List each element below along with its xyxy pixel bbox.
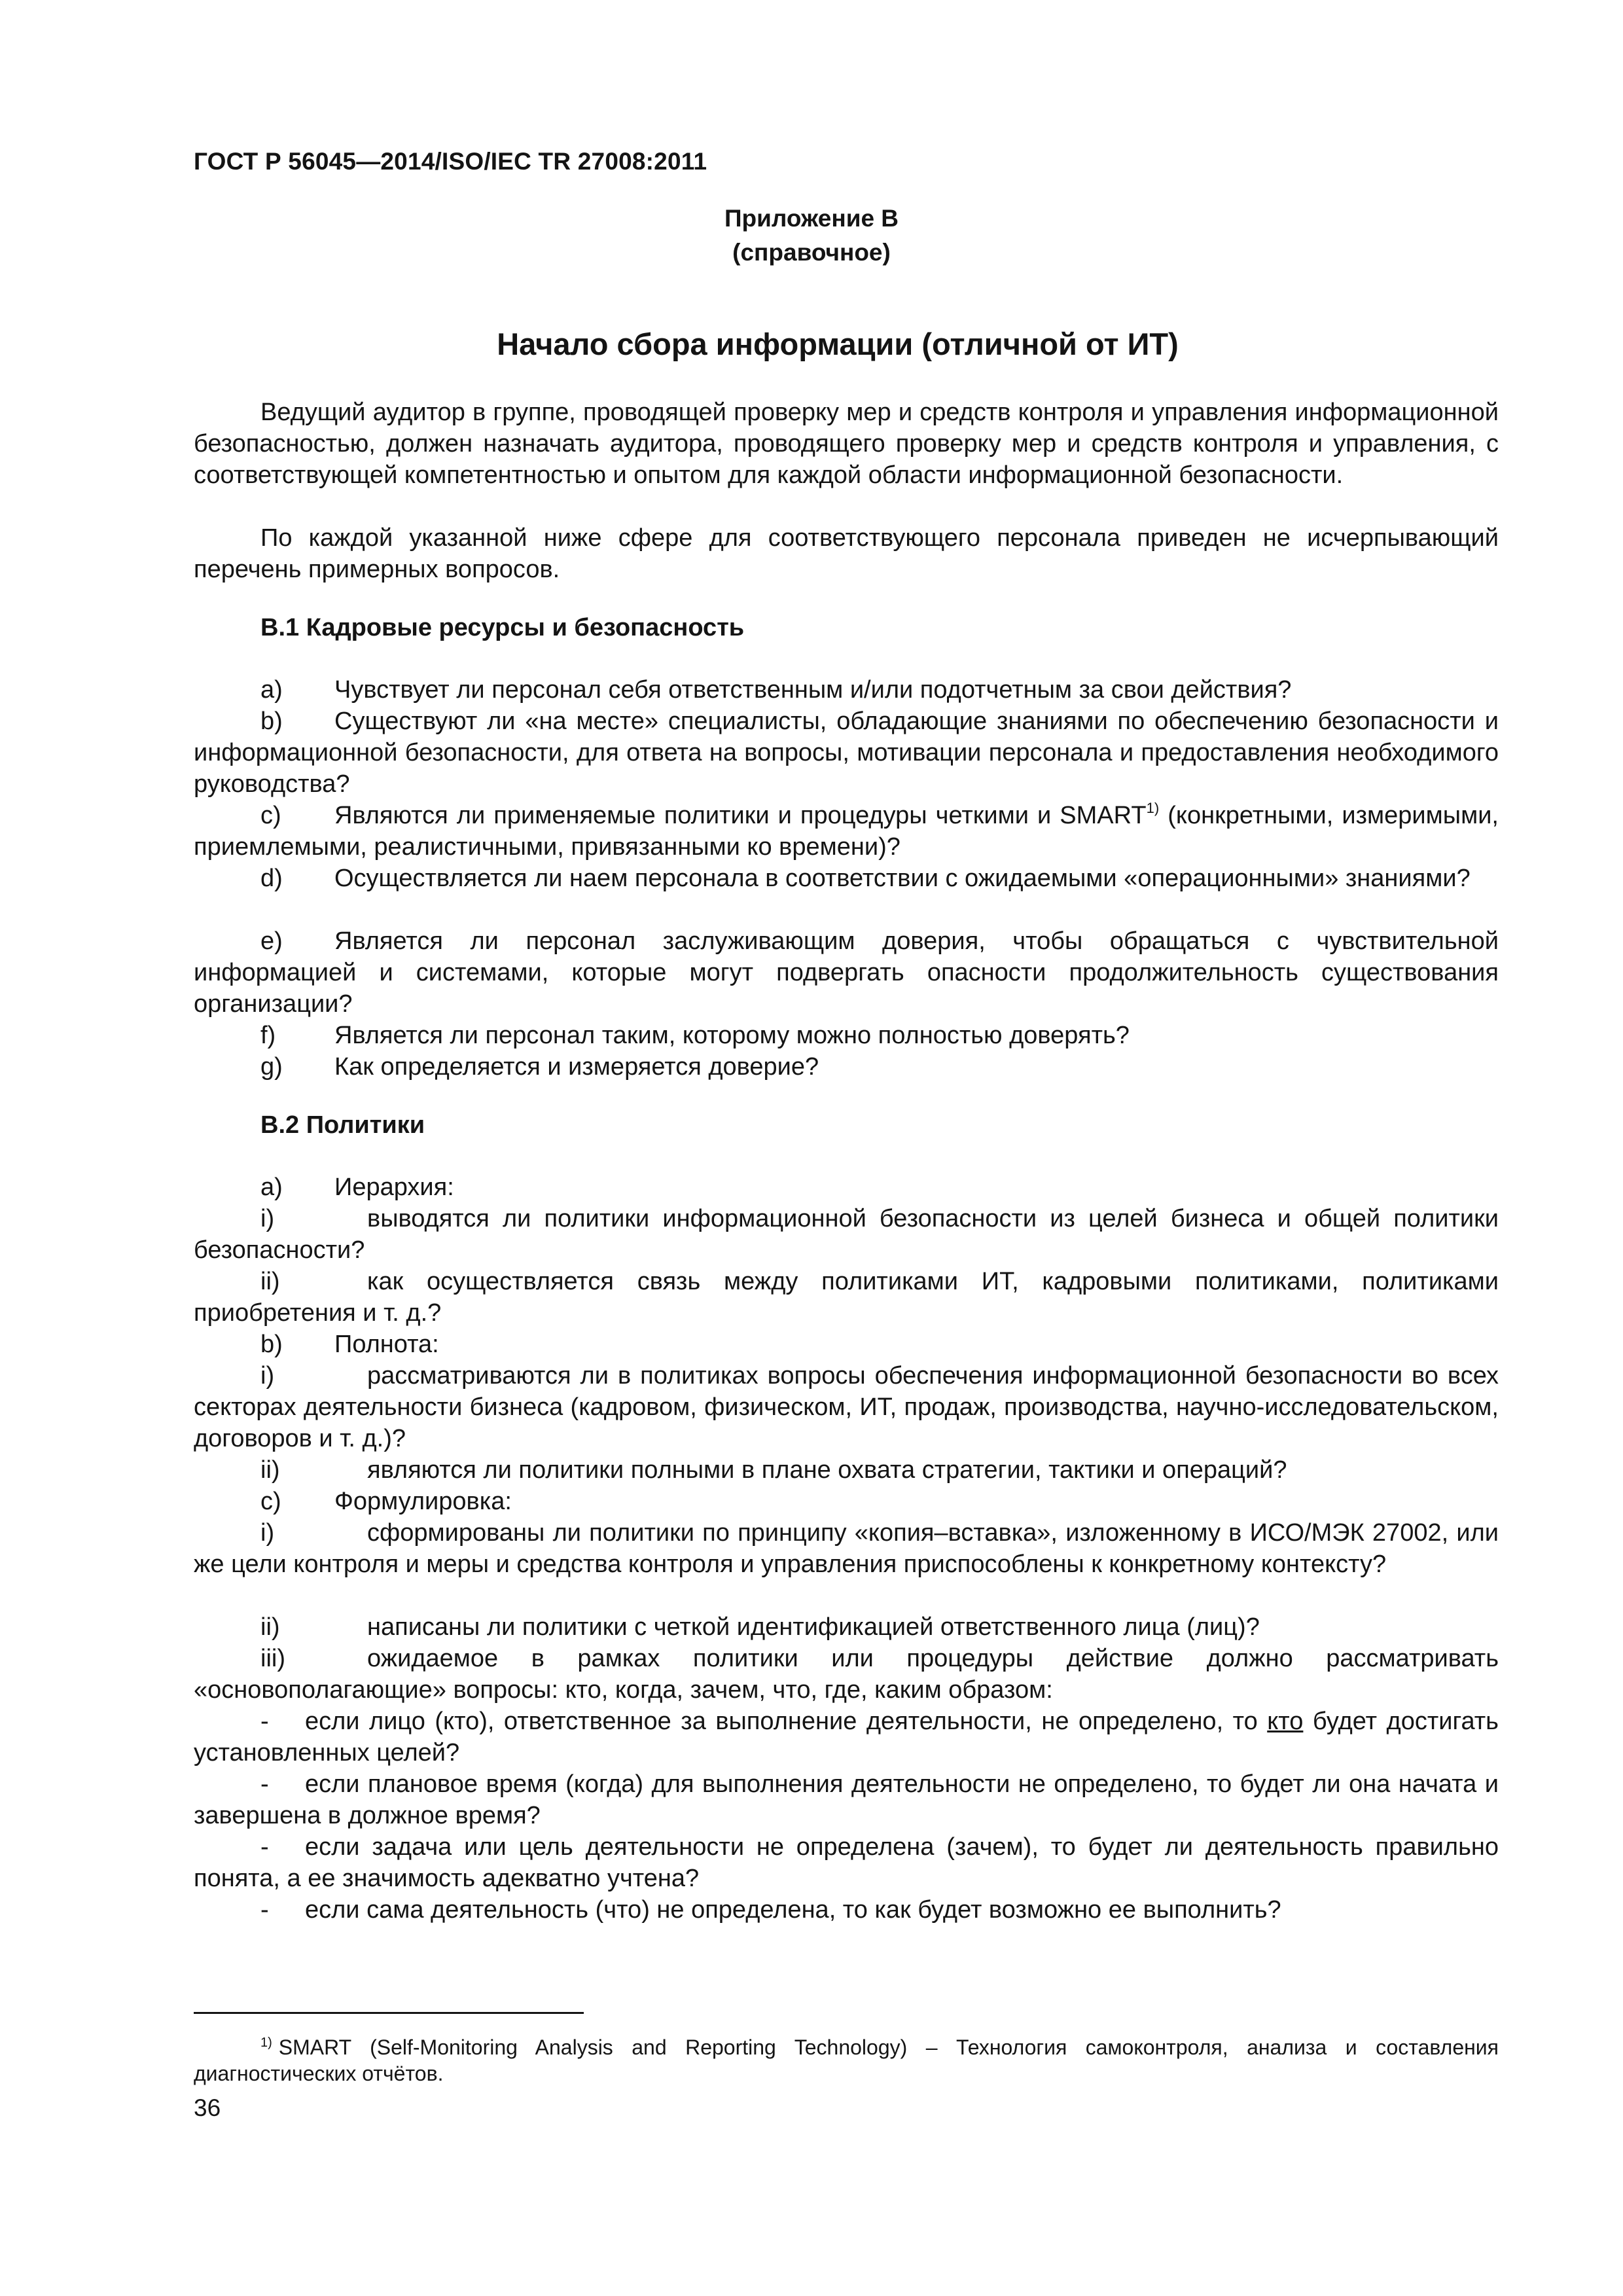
item-text: Осуществляется ли наем персонала в соответствии с ожидаемыми «операционными» знаниями?: [334, 865, 1471, 892]
item-text: рассматриваются ли в политиках вопросы обеспечения информационной безопасности во всех секторах деятельности бизнеса (кадровом, физическом, ИТ, продаж, производства, научно-исследовательском, договоров и т. д.)?: [194, 1362, 1499, 1452]
underlined-word: кто: [1267, 1708, 1304, 1735]
item-label: i): [260, 1519, 275, 1547]
footnote-text: SMART (Self-Monitoring Analysis and Reporting Technology) – Технология самоконтроля, анализа и составления диагностических отчётов.: [194, 2036, 1499, 2085]
item-label: i): [260, 1205, 275, 1232]
item-text: Полнота:: [334, 1331, 439, 1358]
annex-label: Приложение B: [724, 205, 899, 232]
item-label: c): [260, 802, 281, 829]
section-b2-heading: B.2 Политики: [260, 1111, 425, 1139]
item-text: если плановое время (когда) для выполнения деятельности не определено, то будет ли она начата и завершена в должное время?: [194, 1770, 1499, 1829]
b2-item-a-ii: [194, 1266, 1499, 1329]
b2-item-c-iii: [194, 1643, 1499, 1706]
item-text: Чувствует ли персонал себя ответственным и/или подотчетным за свои действия?: [334, 676, 1292, 704]
item-text: Существуют ли «на месте» специалисты, обладающие знаниями по обеспечению безопасности и информационной безопасности, для ответа на вопросы, мотивации персонала и предоставления необходимого руководства?: [194, 708, 1499, 798]
section-b1-heading: B.1 Кадровые ресурсы и безопасность: [260, 614, 745, 641]
b1-item-g: [194, 1051, 1499, 1083]
dash-marker: -: [260, 1896, 269, 1924]
item-label: c): [260, 1488, 281, 1515]
item-label: d): [260, 865, 283, 892]
item-text-continued: (конкретными, измеримыми, приемлемыми, реалистичными, привязанными ко времени)?: [194, 802, 1499, 861]
b2-item-c: [194, 1486, 1499, 1517]
b2-dash-item-what: [194, 1894, 1499, 1926]
dash-marker: -: [260, 1833, 269, 1861]
item-text-continued: будет достигать установленных целей?: [194, 1708, 1499, 1767]
footnote-divider: [194, 2012, 584, 2014]
item-label: ii): [260, 1456, 280, 1484]
item-text: если задача или цель деятельности не определена (зачем), то будет ли деятельность правильно понята, а ее значимость адекватно учтена?: [194, 1833, 1499, 1892]
b1-item-e: [194, 925, 1499, 1020]
b2-dash-item-why: [194, 1831, 1499, 1894]
item-label: ii): [260, 1613, 280, 1641]
footnote: [194, 2034, 1499, 2087]
footnote-reference: 1): [1146, 800, 1160, 816]
intro-paragraph-2: По каждой указанной ниже сфере для соответствующего персонала приведен не исчерпывающий перечень примерных вопросов.: [194, 524, 1499, 583]
item-label: ii): [260, 1268, 280, 1295]
item-text: Являются ли применяемые политики и процедуры четкими и SMART: [334, 802, 1147, 829]
b2-item-b: [194, 1329, 1499, 1360]
item-label: f): [260, 1022, 276, 1049]
item-text: Формулировка:: [334, 1488, 512, 1515]
b2-item-b-i: [194, 1360, 1499, 1454]
item-text: являются ли политики полными в плане охвата стратегии, тактики и операций?: [367, 1456, 1287, 1484]
item-label: e): [260, 927, 283, 955]
b1-item-f: [194, 1020, 1499, 1051]
annex-type: (справочное): [732, 239, 891, 266]
standard-header: ГОСТ Р 56045—2014/ISO/IEC TR 27008:2011: [194, 148, 707, 175]
dash-marker: -: [260, 1708, 269, 1735]
b1-item-b: [194, 706, 1499, 800]
b2-item-a-i: [194, 1203, 1499, 1266]
item-text: написаны ли политики с четкой идентификацией ответственного лица (лиц)?: [367, 1613, 1260, 1641]
item-label: a): [260, 1174, 283, 1201]
intro-paragraph-1: Ведущий аудитор в группе, проводящей проверку мер и средств контроля и управления информационной безопасностью, должен назначать аудитора, проводящего проверку мер и средств контроля и управления, с соответствующей компетентностью и опытом для каждой области информационной безопасности.: [194, 399, 1499, 489]
item-text: ожидаемое в рамках политики или процедуры действие должно рассматривать «основополагающие» вопросы: кто, когда, зачем, что, где, каким образом:: [194, 1645, 1499, 1704]
item-text: Является ли персонал таким, которому можно полностью доверять?: [334, 1022, 1130, 1049]
item-text: если сама деятельность (что) не определена, то как будет возможно ее выполнить?: [305, 1896, 1281, 1924]
item-label: b): [260, 1331, 283, 1358]
item-label: iii): [260, 1645, 285, 1672]
item-text: Иерархия:: [334, 1174, 454, 1201]
item-label: g): [260, 1053, 283, 1081]
b2-item-b-ii: [194, 1454, 1499, 1486]
item-label: a): [260, 676, 283, 704]
b2-item-a: [194, 1172, 1499, 1203]
page-number: 36: [194, 2094, 221, 2121]
b1-item-c: [194, 800, 1499, 863]
item-text: сформированы ли политики по принципу «копия–вставка», изложенному в ИСО/МЭК 27002, или же цели контроля и меры и средства контроля и управления приспособлены к конкретному контексту?: [194, 1519, 1499, 1578]
item-text: как осуществляется связь между политиками ИТ, кадровыми политиками, политиками приобретения и т. д.?: [194, 1268, 1499, 1327]
b2-item-c-i: [194, 1517, 1499, 1580]
item-label: i): [260, 1362, 275, 1390]
b2-dash-item-when: [194, 1768, 1499, 1831]
b1-item-d: [194, 863, 1499, 894]
item-text: если лицо (кто), ответственное за выполнение деятельности, не определено, то: [305, 1708, 1268, 1735]
dash-marker: -: [260, 1770, 269, 1798]
item-text: выводятся ли политики информационной безопасности из целей бизнеса и общей политики безопасности?: [194, 1205, 1499, 1264]
b2-item-c-ii: [194, 1611, 1499, 1643]
b2-dash-item-who: [194, 1706, 1499, 1768]
item-text: Является ли персонал заслуживающим доверия, чтобы обращаться с чувствительной информацией и системами, которые могут подвергать опасности продолжительность существования организации?: [194, 927, 1499, 1018]
item-text: Как определяется и измеряется доверие?: [334, 1053, 819, 1081]
footnote-marker: 1): [260, 2036, 272, 2050]
b1-item-a: [194, 674, 1499, 706]
page-title: Начало сбора информации (отличной от ИТ): [497, 327, 1179, 361]
item-label: b): [260, 708, 283, 735]
